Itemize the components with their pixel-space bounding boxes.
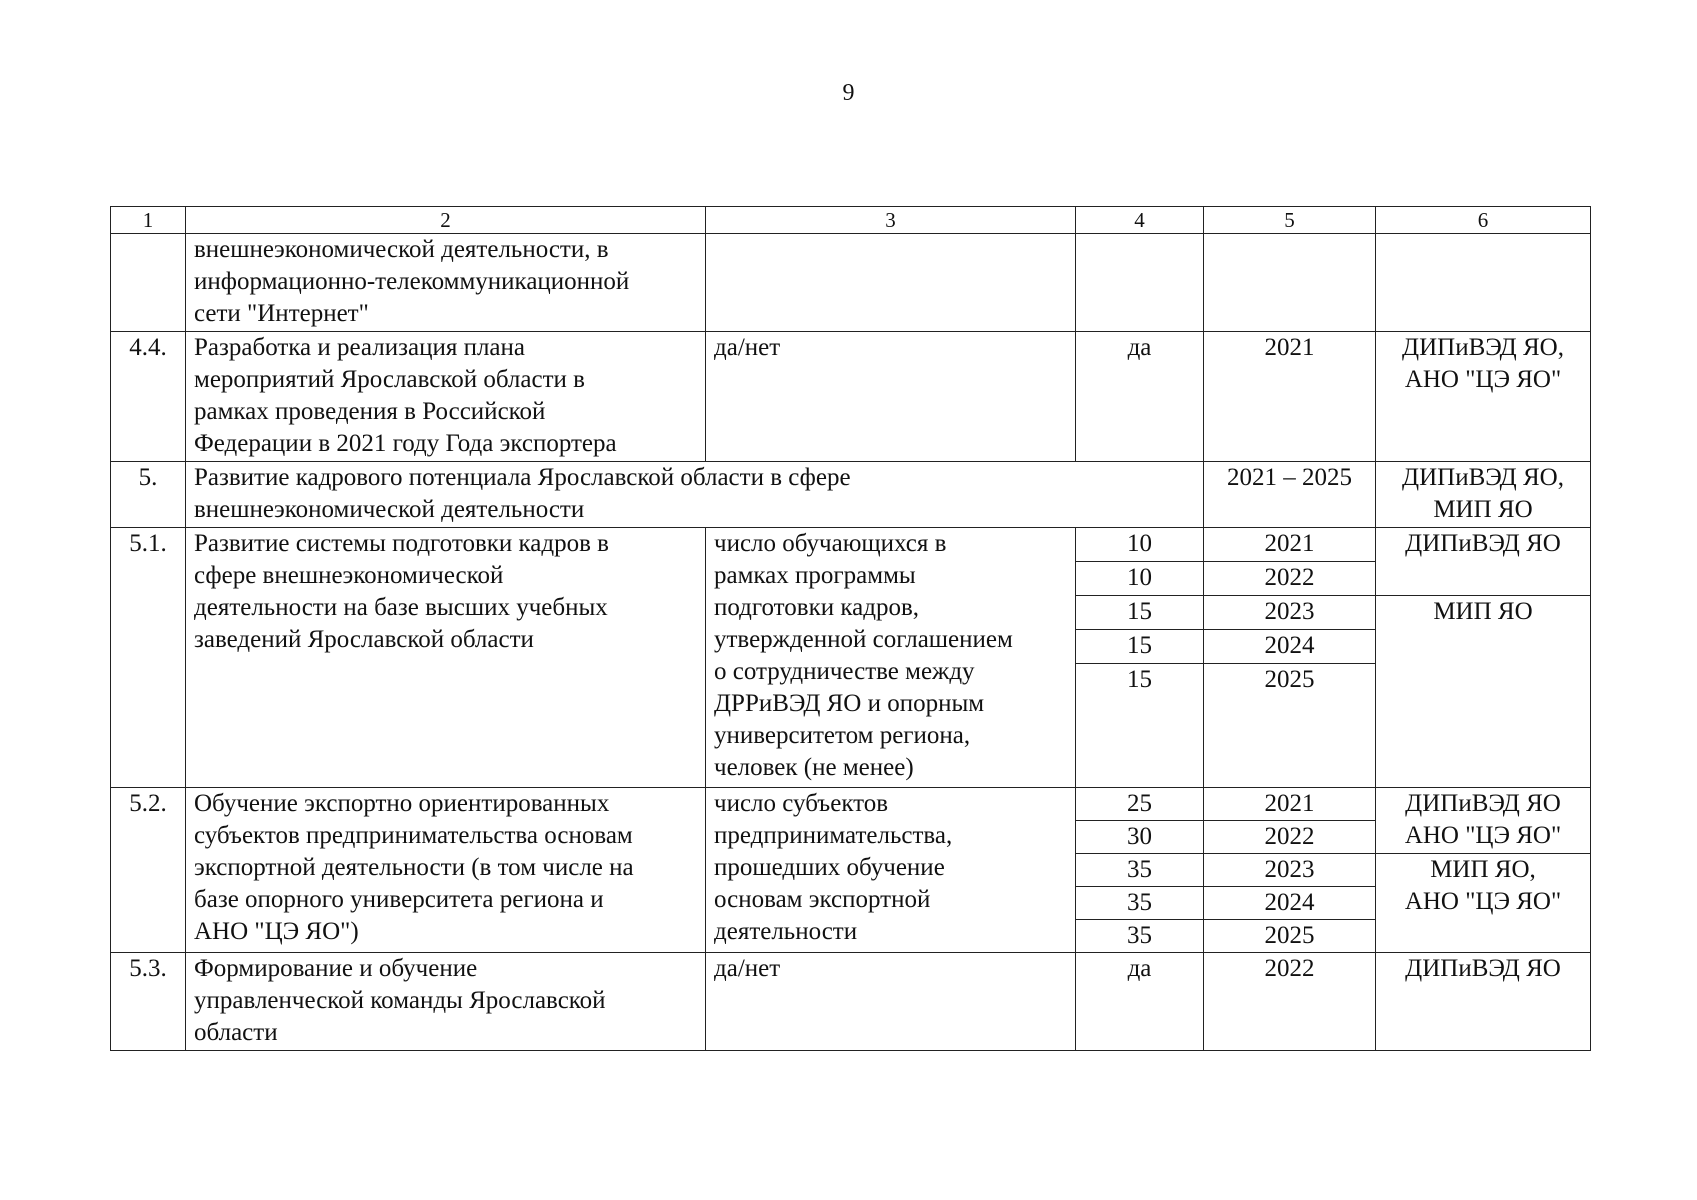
indicator: число обучающихся в рамках программы подготовки кадров, утвержденной соглашением о сотрудничестве между ДРРиВЭД ЯО и опорным университетом региона, человек (не менее) [706,528,1076,788]
year: 2022 [1204,953,1376,1051]
year: 2024 [1204,887,1376,920]
header-cell: 2 [186,207,706,234]
header-cell: 1 [111,207,186,234]
measure-name: Обучение экспортно ориентированных субъектов предпринимательства основам экспортной деятельности (в том числе на базе опорного университета региона и АНО "ЦЭ ЯО") [186,788,706,953]
value: да [1076,953,1204,1051]
year: 2025 [1204,664,1376,788]
value: 35 [1076,920,1204,953]
executor: ДИПиВЭД ЯО [1376,953,1591,1051]
row-number: 4.4. [111,332,186,462]
executor: МИП ЯО [1376,596,1591,788]
value: 10 [1076,528,1204,562]
year [1204,234,1376,332]
value: 10 [1076,562,1204,596]
table-row [111,234,1591,332]
executor: ДИПиВЭД ЯО, АНО "ЦЭ ЯО" [1376,332,1591,462]
measure-name: внешнеэкономической деятельности, в информационно-телекоммуникационной сети "Интернет" [186,234,706,332]
indicator: да/нет [706,332,1076,462]
year: 2025 [1204,920,1376,953]
row-number [111,234,186,332]
header-cell: 5 [1204,207,1376,234]
measure-name: Разработка и реализация плана мероприятий Ярославской области в рамках проведения в Российской Федерации в 2021 году Года экспортера [186,332,706,462]
executor: ДИПиВЭД ЯО, МИП ЯО [1376,462,1591,528]
row-number: 5. [111,462,186,528]
value: 25 [1076,788,1204,821]
row-number: 5.1. [111,528,186,788]
year: 2021 [1204,332,1376,462]
executor: ДИПиВЭД ЯО АНО "ЦЭ ЯО" [1376,788,1591,854]
value: 15 [1076,630,1204,664]
year: 2023 [1204,854,1376,887]
value [1076,234,1204,332]
year: 2021 – 2025 [1204,462,1376,528]
header-cell: 4 [1076,207,1204,234]
value: 30 [1076,821,1204,854]
indicator [706,234,1076,332]
value: 35 [1076,854,1204,887]
measure-name: Развитие системы подготовки кадров в сфере внешнеэкономической деятельности на базе высших учебных заведений Ярославской области [186,528,706,788]
indicator: число субъектов предпринимательства, прошедших обучение основам экспортной деятельности [706,788,1076,953]
executor [1376,234,1591,332]
table-row [111,462,1591,528]
value: 15 [1076,596,1204,630]
row-number: 5.3. [111,953,186,1051]
measure-name: Формирование и обучение управленческой команды Ярославской области [186,953,706,1051]
year: 2022 [1204,821,1376,854]
header-row [111,207,1591,234]
table-row [111,528,1591,562]
executor: ДИПиВЭД ЯО [1376,528,1591,596]
page-number: 9 [842,80,855,106]
table-row [111,332,1591,462]
program-table [110,206,1591,1051]
value: 35 [1076,887,1204,920]
year: 2023 [1204,596,1376,630]
header-cell: 3 [706,207,1076,234]
year: 2021 [1204,528,1376,562]
value: да [1076,332,1204,462]
row-number: 5.2. [111,788,186,953]
table-row [111,953,1591,1051]
value: 15 [1076,664,1204,788]
year: 2024 [1204,630,1376,664]
indicator: да/нет [706,953,1076,1051]
year: 2022 [1204,562,1376,596]
year: 2021 [1204,788,1376,821]
header-cell: 6 [1376,207,1591,234]
section-name: Развитие кадрового потенциала Ярославской области в сфере внешнеэкономической деятельности [186,462,1204,528]
executor: МИП ЯО, АНО "ЦЭ ЯО" [1376,854,1591,953]
table-row [111,788,1591,821]
